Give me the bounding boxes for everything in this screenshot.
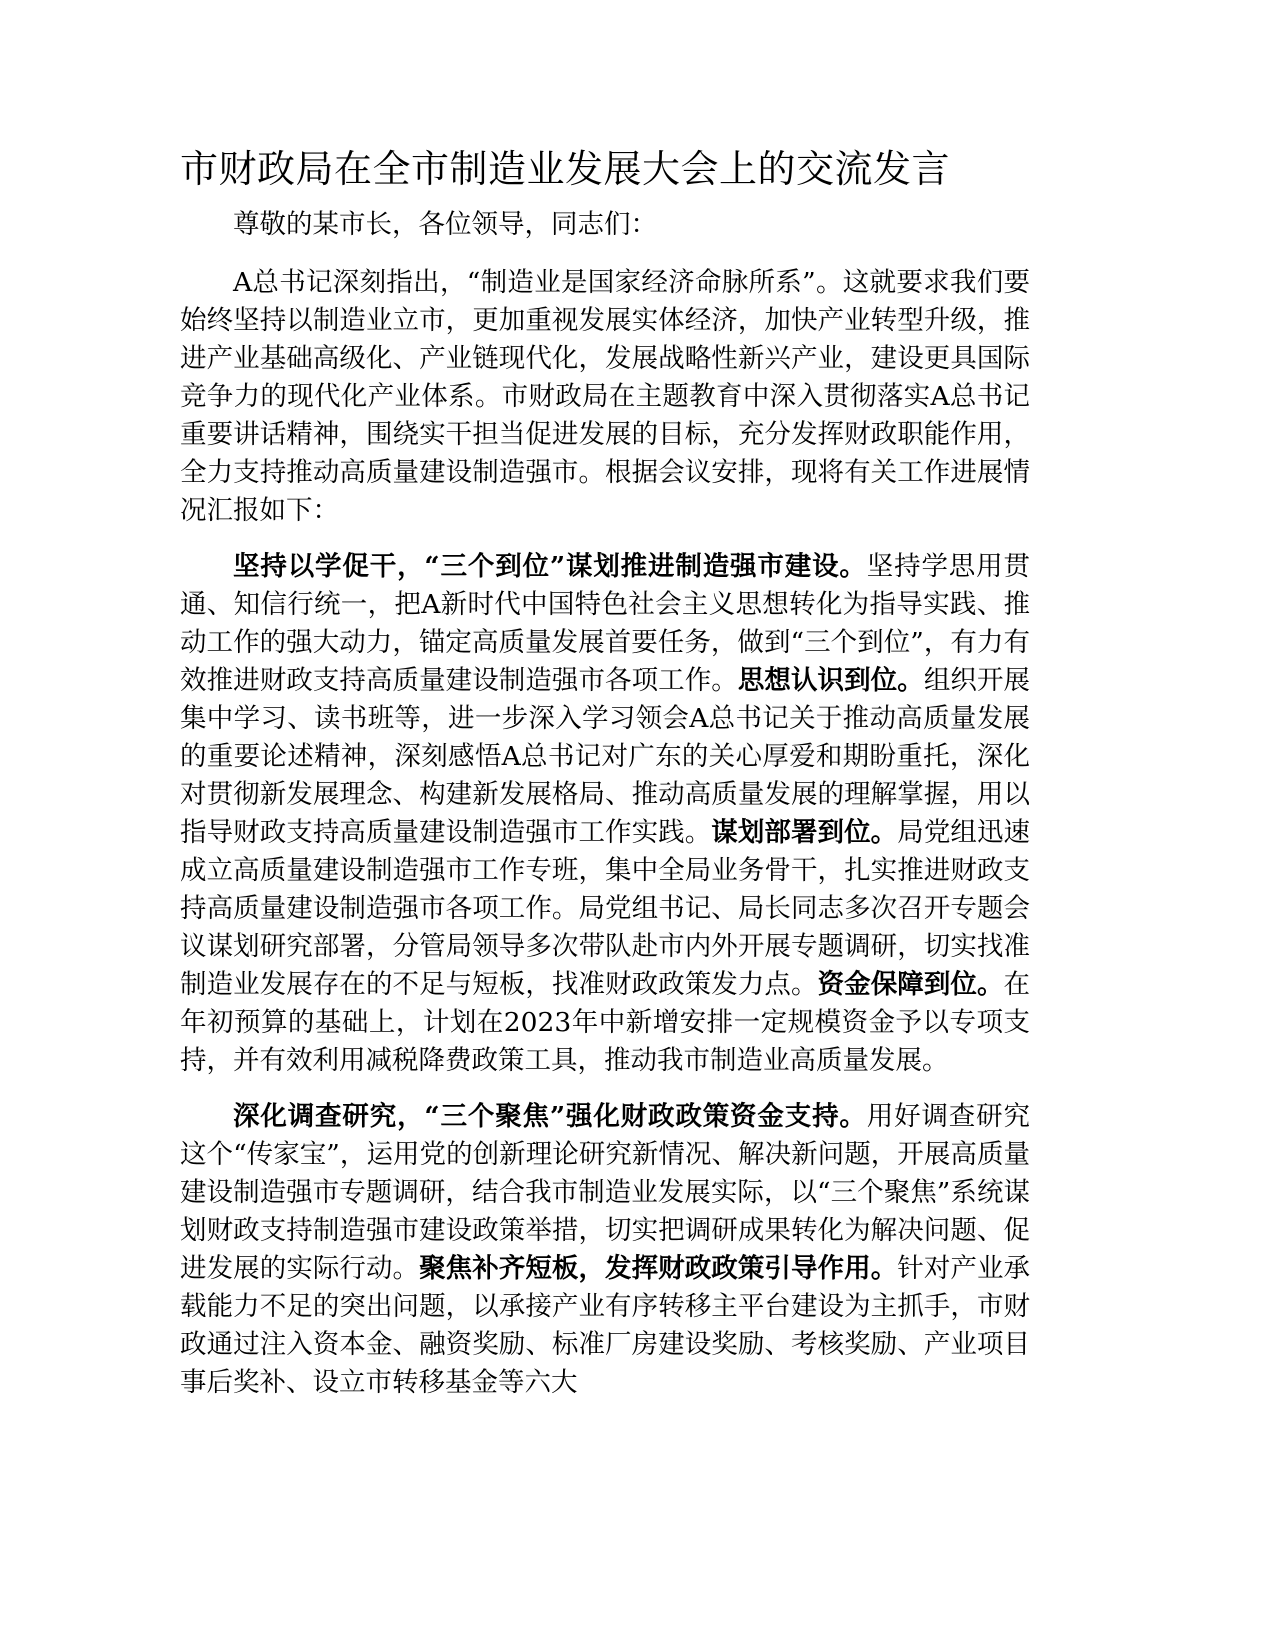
section-1-text-2: 组织开展集中学习、读书班等，进一步深入学习领会A总书记关于推动高质量发展的重要论述精神，深刻感悟A总书记对广东的关心厚爱和期盼重托，深化对贯彻新发展理念、构建新发展格局、推动高质量发展的理解掌握，用以指导财政支持高质量建设制造强市工作实践。 [180,665,1031,848]
section-1-text-1: 坚持学思用贯通、知信行统一，把A新时代中国特色社会主义思想转化为指导实践、推动工作的强大动力，锚定高质量发展首要任务，做到“三个到位”，有力有效推进财政支持高质量建设制造强市各项工作。 [180,551,1030,696]
document-title: 市财政局在全市制造业发展大会上的交流发言 [180,147,951,191]
section-2-text-2: 针对产业承载能力不足的突出问题，以承接产业有序转移主平台建设为主抓手，市财政通过注入资本金、融资奖励、标准厂房建设奖励、考核奖励、产业项目事后奖补、设立市转移基金等六大 [180,1253,1031,1398]
intro-paragraph: A总书记深刻指出，“制造业是国家经济命脉所系”。这就要求我们要始终坚持以制造业立市，更加重视发展实体经济，加快产业转型升级，推进产业基础高级化、产业链现代化，发展战略性新兴产业，建设更具国际竞争力的现代化产业体系。市财政局在主题教育中深入贯彻落实A总书记重要讲话精神，围绕实干担当促进发展的目标，充分发挥财政职能作用，全力支持推动高质量建设制造强市。根据会议安排，现将有关工作进展情况汇报如下： [180,267,1030,526]
section-1-text-3: 局党组迅速成立高质量建设制造强市工作专班，集中全局业务骨干，扎实推进财政支持高质量建设制造强市各项工作。局党组书记、局长同志多次召开专题会议谋划研究部署，分管局领导多次带队赴市内外开展专题调研，切实找准制造业发展存在的不足与短板，找准财政政策发力点。 [180,817,1031,1000]
section-2-text-1: 用好调查研究这个“传家宝”，运用党的创新理论研究新情况、解决新问题，开展高质量建设制造强市专题调研，结合我市制造业发展实际，以“三个聚焦”系统谋划财政支持制造强市建设政策举措，切实把调研成果转化为解决问题、促进发展的实际行动。 [180,1101,1030,1284]
section-1-subheading-1: 思想认识到位。 [737,665,924,696]
section-1-text-4: 在年初预算的基础上，计划在2023年中新增安排一定规模资金予以专项支持，并有效利用减税降费政策工具，推动我市制造业高质量发展。 [180,969,1031,1076]
section-2-paragraph [180,1098,1030,1402]
section-1-heading: 坚持以学促干，“三个到位”谋划推进制造强市建设。 [233,551,867,582]
document-page [180,140,1030,1420]
section-1-subheading-3: 资金保障到位。 [817,969,1004,1000]
section-1-paragraph [180,548,1030,1080]
section-2-heading: 深化调查研究，“三个聚焦”强化财政政策资金支持。 [233,1101,867,1132]
section-1-subheading-2: 谋划部署到位。 [711,817,898,848]
section-2-subheading-1: 聚焦补齐短板，发挥财政政策引导作用。 [419,1253,898,1284]
salutation: 尊敬的某市长，各位领导，同志们： [233,209,657,240]
